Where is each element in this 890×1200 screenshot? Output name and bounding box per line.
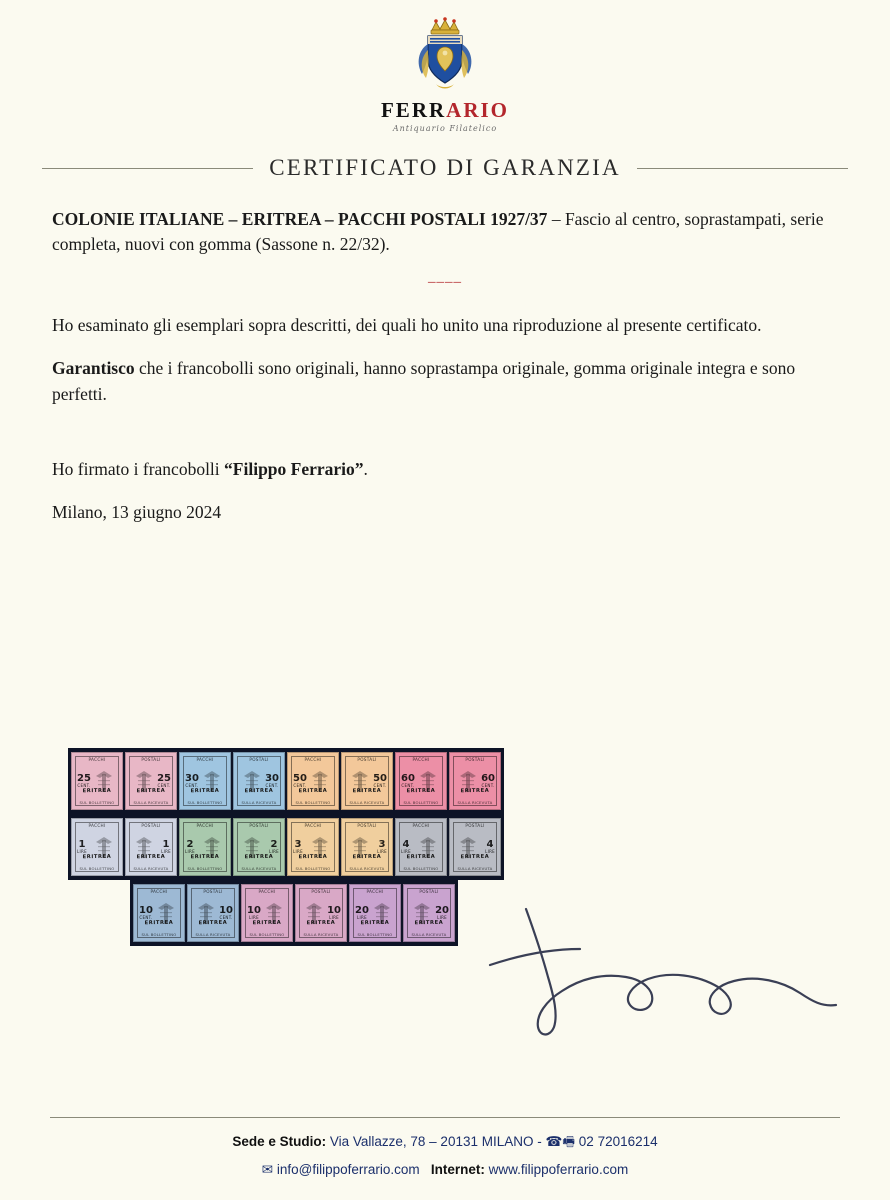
stamp [233, 818, 285, 876]
item-description-lead: COLONIE ITALIANE – ERITREA – PACCHI POSTALI 1927/37 [52, 209, 548, 229]
envelope-icon: ✉ [261, 1162, 274, 1177]
stamp-bottom-label: SUL BOLLETTINO [403, 800, 439, 805]
stamp [403, 884, 455, 942]
stamp-bottom-label: SULLA RICEVUTA [241, 866, 277, 871]
stamp-bottom-label: SULLA RICEVUTA [457, 866, 493, 871]
item-description-rest: – Fascio al centro, soprastampati, serie completa, nuovi con gomma (Sassone n. 22/32). [52, 209, 824, 255]
stamp [449, 818, 501, 876]
guarantee-lead: Garantisco [52, 358, 135, 379]
footer-phone: 02 72016214 [575, 1134, 658, 1149]
stamp-top-label: PACCHI [196, 757, 214, 762]
stamp-overprint: ERITREA [144, 919, 174, 926]
stamp-overprint: ERITREA [414, 919, 444, 926]
stamp-overprint: ERITREA [298, 787, 328, 794]
stamp-overprint: ERITREA [352, 853, 382, 860]
stamp-bottom-label: SULLA RICEVUTA [457, 800, 493, 805]
stamp-bottom-label: SUL BOLLETTINO [403, 866, 439, 871]
stamp [295, 884, 347, 942]
stamp [395, 752, 447, 810]
stamp [287, 818, 339, 876]
footer [0, 1117, 890, 1178]
footer-internet-label: Internet: [430, 1162, 485, 1177]
stamp [449, 752, 501, 810]
stamp-bottom-label: SULLA RICEVUTA [133, 866, 169, 871]
stamp-denomination: 4 LIRE [485, 839, 495, 854]
stamp [341, 818, 393, 876]
stamp-denomination: 3 LIRE [293, 839, 303, 854]
stamp-overprint: ERITREA [460, 787, 490, 794]
stamp-overprint: ERITREA [460, 853, 490, 860]
certificate-title-row [0, 155, 890, 181]
stamp-overprint: ERITREA [406, 787, 436, 794]
stamp [241, 884, 293, 942]
stamp-top-label: POSTALI [249, 823, 269, 828]
stamp-overprint: ERITREA [190, 787, 220, 794]
footer-rule [50, 1117, 840, 1118]
stamp-top-label: POSTALI [357, 757, 377, 762]
stamp-overprint: ERITREA [244, 787, 274, 794]
stamp-bottom-label: SULLA RICEVUTA [133, 800, 169, 805]
stamp-overprint: ERITREA [298, 853, 328, 860]
stamp-overprint: ERITREA [360, 919, 390, 926]
place-and-date: Milano, 13 giugno 2024 [52, 501, 222, 522]
stamp-denomination: 10 LIRE [327, 905, 341, 920]
stamp-top-label: PACCHI [150, 889, 168, 894]
signed-suffix: . [363, 458, 368, 479]
brand-name [0, 98, 890, 123]
footer-sede-label: Sede e Studio: [232, 1134, 327, 1149]
stamp-top-label: PACCHI [412, 757, 430, 762]
stamps-photo [68, 748, 828, 948]
stamp [125, 818, 177, 876]
stamp-top-label: PACCHI [304, 823, 322, 828]
stamp-top-label: POSTALI [465, 823, 485, 828]
stamp-denomination: 2 LIRE [269, 839, 279, 854]
stamp-denomination: 10 CENT. [139, 905, 153, 920]
stamp-overprint: ERITREA [244, 853, 274, 860]
stamp-overprint: ERITREA [352, 787, 382, 794]
footer-website[interactable]: www.filippoferrario.com [484, 1162, 629, 1177]
footer-address-line [0, 1132, 890, 1155]
stamp-denomination: 20 LIRE [435, 905, 449, 920]
stamp-overprint: ERITREA [252, 919, 282, 926]
stamp-bottom-label: SUL BOLLETTINO [187, 866, 223, 871]
stamp-top-label: PACCHI [412, 823, 430, 828]
stamp-overprint: ERITREA [82, 787, 112, 794]
signed-stamps-line [52, 459, 838, 480]
stamp-bottom-label: SUL BOLLETTINO [187, 800, 223, 805]
stamp-top-label: PACCHI [258, 889, 276, 894]
examination-paragraph: Ho esaminato gli esemplari sopra descritti, dei quali ho unito una riproduzione al presente certificato. [52, 314, 762, 335]
stamp-bottom-label: SUL BOLLETTINO [79, 800, 115, 805]
stamp-bottom-label: SUL BOLLETTINO [79, 866, 115, 871]
brand-name-part1: FERR [380, 98, 447, 122]
stamp-denomination: 1 LIRE [161, 839, 171, 854]
stamp-top-label: POSTALI [249, 757, 269, 762]
stamp-bottom-label: SUL BOLLETTINO [141, 932, 177, 937]
stamp-denomination: 10 CENT. [219, 905, 233, 920]
stamp-overprint: ERITREA [406, 853, 436, 860]
stamp-denomination: 1 LIRE [77, 839, 87, 854]
guarantee-rest: che i francobolli sono originali, hanno soprastampa originale, gomma originale integra e sono perfetti. [52, 358, 796, 404]
stamp [71, 752, 123, 810]
stamp-bottom-label: SUL BOLLETTINO [249, 932, 285, 937]
footer-email[interactable]: info@filippoferrario.com [276, 1162, 420, 1177]
stamp-bottom-label: SULLA RICEVUTA [411, 932, 447, 937]
stamp-strip-row-1 [68, 748, 504, 814]
stamp-bottom-label: SULLA RICEVUTA [195, 932, 231, 937]
brand-name-part2: ARIO [446, 98, 509, 122]
stamp [71, 818, 123, 876]
stamp-denomination: 10 LIRE [247, 905, 261, 920]
stamp-bottom-label: SULLA RICEVUTA [241, 800, 277, 805]
stamp-denomination: 50 CENT. [373, 773, 387, 788]
stamp [179, 752, 231, 810]
brand-tagline: Antiquario Filatelico [392, 124, 498, 133]
stamp-bottom-label: SUL BOLLETTINO [295, 800, 331, 805]
stamp-bottom-label: SUL BOLLETTINO [295, 866, 331, 871]
stamp [395, 818, 447, 876]
stamp-overprint: ERITREA [306, 919, 336, 926]
signer-name: “Filippo Ferrario” [224, 458, 364, 479]
divider-dashes: –––– [428, 273, 462, 290]
stamp-bottom-label: SULLA RICEVUTA [303, 932, 339, 937]
footer-contact-line [0, 1162, 890, 1178]
stamp-strip-row-2 [68, 814, 504, 880]
stamp-denomination: 50 CENT. [293, 773, 307, 788]
title-rule-left [42, 168, 253, 169]
stamp-top-label: PACCHI [366, 889, 384, 894]
phone-fax-icon: ☎🖷 [545, 1134, 576, 1149]
page-title: CERTIFICATO DI GARANZIA [269, 155, 621, 180]
item-description [52, 207, 838, 258]
stamp-strip-row-3 [130, 880, 458, 946]
stamp-overprint: ERITREA [190, 853, 220, 860]
stamp-denomination: 60 CENT. [401, 773, 415, 788]
stamp-top-label: PACCHI [88, 757, 106, 762]
heraldic-crest-icon [406, 14, 484, 96]
stamp [125, 752, 177, 810]
stamp [233, 752, 285, 810]
stamp-denomination: 3 LIRE [377, 839, 387, 854]
stamp [341, 752, 393, 810]
stamp-top-label: POSTALI [141, 823, 161, 828]
stamp-denomination: 30 CENT. [185, 773, 199, 788]
stamp [349, 884, 401, 942]
stamp-overprint: ERITREA [198, 919, 228, 926]
stamp-top-label: POSTALI [419, 889, 439, 894]
stamp-top-label: PACCHI [304, 757, 322, 762]
stamp-bottom-label: SULLA RICEVUTA [349, 866, 385, 871]
stamp-top-label: POSTALI [141, 757, 161, 762]
stamp [133, 884, 185, 942]
stamp-top-label: POSTALI [465, 757, 485, 762]
footer-address: Via Vallazze, 78 – 20131 MILANO - [326, 1134, 546, 1149]
stamp-denomination: 25 CENT. [157, 773, 171, 788]
stamp [287, 752, 339, 810]
stamp-denomination: 20 LIRE [355, 905, 369, 920]
stamp-top-label: POSTALI [203, 889, 223, 894]
stamp [179, 818, 231, 876]
stamp-overprint: ERITREA [136, 787, 166, 794]
certificate-body [0, 207, 890, 523]
stamp-top-label: POSTALI [311, 889, 331, 894]
stamp-denomination: 25 CENT. [77, 773, 91, 788]
stamp-denomination: 30 CENT. [265, 773, 279, 788]
header [0, 0, 890, 133]
stamp-denomination: 4 LIRE [401, 839, 411, 854]
stamp-bottom-label: SUL BOLLETTINO [357, 932, 393, 937]
stamp-overprint: ERITREA [82, 853, 112, 860]
stamp-bottom-label: SULLA RICEVUTA [349, 800, 385, 805]
title-rule-right [637, 168, 848, 169]
guarantee-paragraph [52, 356, 838, 407]
stamp-top-label: PACCHI [196, 823, 214, 828]
stamp-top-label: POSTALI [357, 823, 377, 828]
stamp-denomination: 2 LIRE [185, 839, 195, 854]
stamp-denomination: 60 CENT. [481, 773, 495, 788]
stamp-overprint: ERITREA [136, 853, 166, 860]
stamp [187, 884, 239, 942]
signed-prefix: Ho firmato i francobolli [52, 458, 225, 479]
stamp-top-label: PACCHI [88, 823, 106, 828]
